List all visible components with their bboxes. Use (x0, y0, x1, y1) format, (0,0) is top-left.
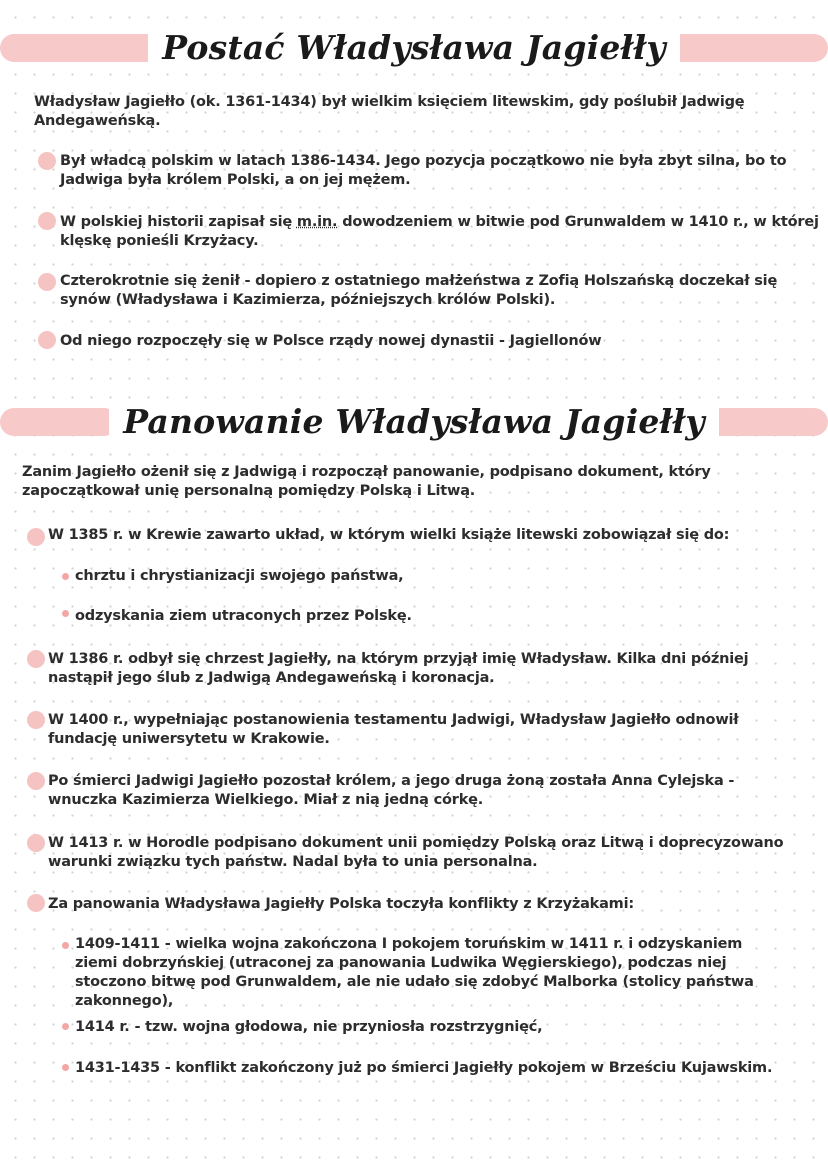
bullet-dot (27, 650, 45, 668)
section2-bullet-1: W 1386 r. odbył się chrzest Jagiełły, na którym przyjął imię Władysław. Kilka dni później nastąpił jego ślub z Jadwigą Andegaweńską i koronacja. (48, 651, 749, 686)
section2-title: Panowanie Władysława Jagiełły (0, 400, 828, 444)
section2-bullet-3: Po śmierci Jadwigi Jagiełło pozostał królem, a jego druga żoną została Anna Cylejska - wnuczka Kazimierza Wielkiego. Miał z nią jedną córkę. (48, 773, 735, 808)
bullet-dot (38, 273, 56, 291)
section1-bullet-4: Od niego rozpoczęły się w Polsce rządy nowej dynastii - Jagiellonów (60, 333, 602, 349)
sub-bullet-dot (62, 573, 69, 580)
sub-bullet-dot (62, 1023, 69, 1030)
krewo-bullet: W 1385 r. w Krewie zawarto układ, w którym wielki książe litewski zobowiązał się do: (48, 527, 730, 543)
bullet-dot (38, 331, 56, 349)
conflicts-intro: Za panowania Władysława Jagiełły Polska toczyła konflikty z Krzyżakami: (48, 896, 634, 912)
krewo-item-1: chrztu i chrystianizacji swojego państwa, (75, 568, 404, 584)
bullet-dot (27, 528, 45, 546)
section1-bullet-3: Czterokrotnie się żenił - dopiero z ostatniego małżeństwa z Zofią Holszańską doczekał się synów (Władysława i Kazimierza, późniejszych królów Polski). (60, 273, 778, 308)
bullet-rest: dowodzeniem w bitwie pod Grunwaldem w 1410 r., w której klęskę ponieśli Krzyżacy. (60, 214, 819, 249)
section1-bullet-2 (60, 213, 820, 251)
conflict-3: 1431-1435 - konflikt zakończony już po śmierci Jagiełły pokojem w Brześciu Kujawskim. (75, 1060, 773, 1076)
bullet-dot (38, 152, 56, 170)
bullet-dot (38, 212, 56, 230)
bullet-prefix: W polskiej historii zapisał się (60, 214, 297, 230)
bullet-dot (27, 834, 45, 852)
sub-bullet-dot (62, 942, 69, 949)
bullet-dot (27, 711, 45, 729)
section2-intro: Zanim Jagiełło ożenił się z Jadwigą i rozpoczął panowanie, podpisano dokument, który zapoczątkował unię personalną pomiędzy Polską i Litwą. (22, 464, 711, 499)
section2-bullet-2: W 1400 r., wypełniając postanowienia testamentu Jadwigi, Władysław Jagiełło odnowił fundację uniwersytetu w Krakowie. (48, 712, 739, 747)
section1-intro: Władysław Jagiełło (ok. 1361-1434) był wielkim księciem litewskim, gdy poślubił Jadwigę Andegaweńską. (34, 94, 745, 129)
bullet-dot (27, 894, 45, 912)
sub-bullet-dot (62, 610, 69, 617)
sub-bullet-dot (62, 1064, 69, 1071)
krewo-item-2: odzyskania ziem utraconych przez Polskę. (75, 608, 412, 624)
bullet-dot (27, 772, 45, 790)
conflict-2: 1414 r. - tzw. wojna głodowa, nie przyniosła rozstrzygnięć, (75, 1019, 543, 1035)
conflict-1: 1409-1411 - wielka wojna zakończona I pokojem toruńskim w 1411 r. i odzyskaniem ziemi dobrzyńskiej (utraconej za panowania Ludwika Węgierskiego), podczas niej stoczono bitwę pod Grunwaldem, ale nie udało się zdobyć Malborka (stolicy państwa zakonnego), (75, 936, 754, 1009)
section2-bullet-4: W 1413 r. w Horodle podpisano dokument unii pomiędzy Polską oraz Litwą i doprecyzowano warunki związku tych państw. Nadal była to unia personalna. (48, 835, 784, 870)
section1-title: Postać Władysława Jagiełły (0, 26, 828, 70)
section1-bullet-1: Był władcą polskim w latach 1386-1434. Jego pozycja początkowo nie była zbyt silna, bo to Jadwiga była królem Polski, a on jej mężem. (60, 153, 787, 188)
abbreviation: m.in. (296, 214, 338, 230)
